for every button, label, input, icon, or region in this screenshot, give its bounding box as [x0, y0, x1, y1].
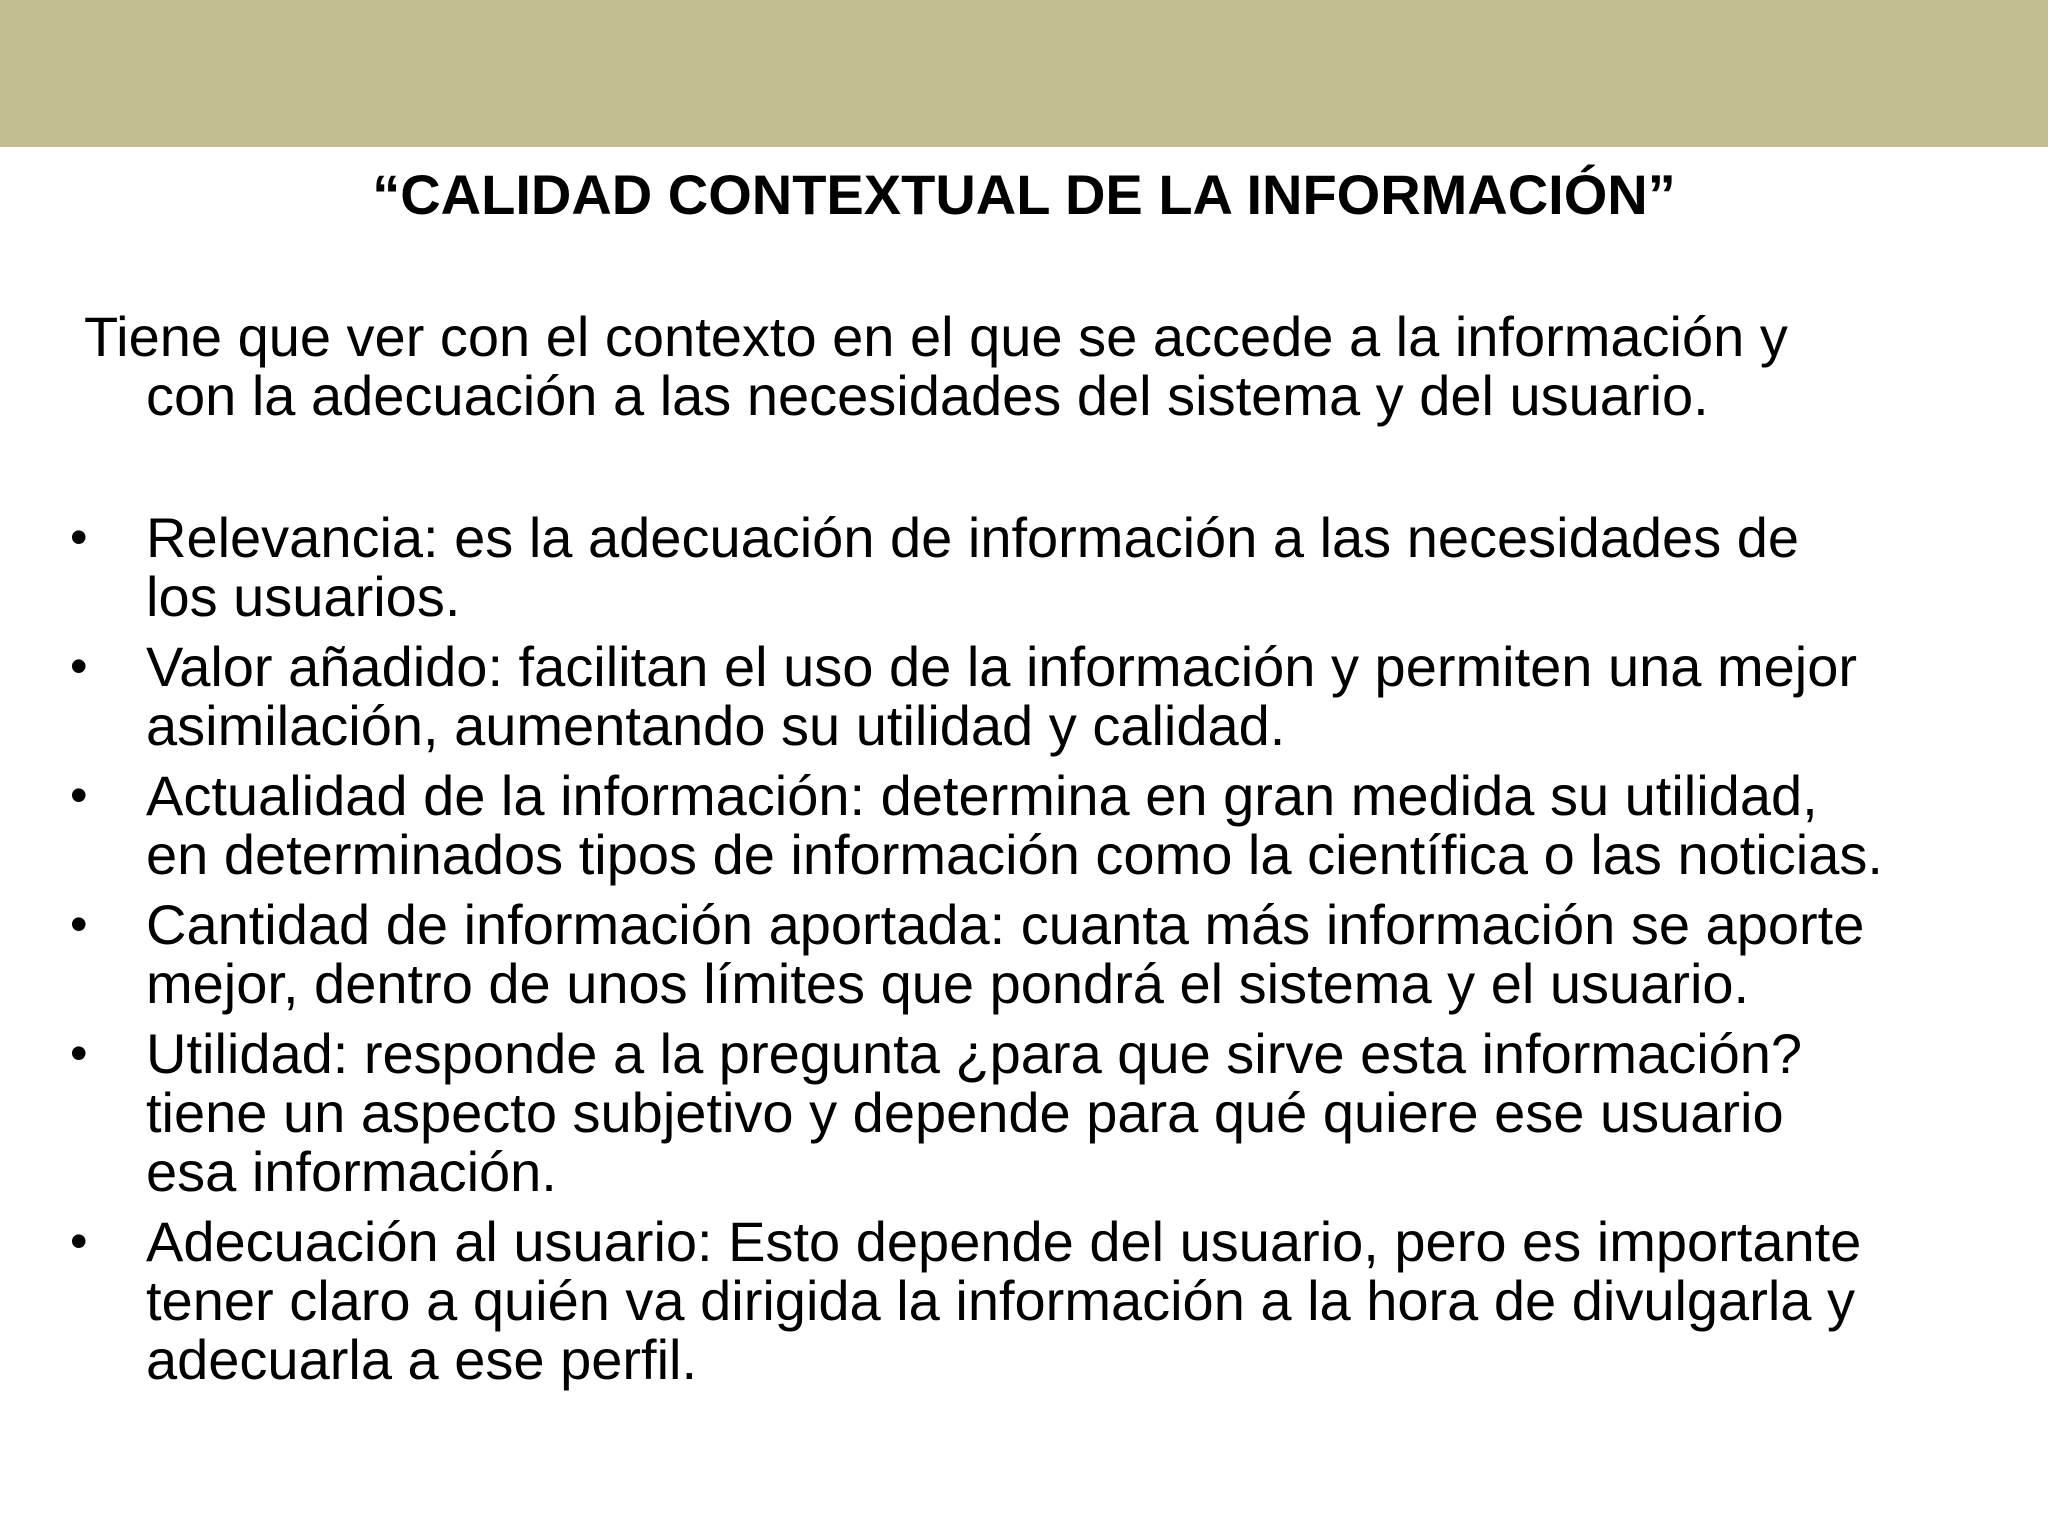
bullet-dot-icon: • — [70, 896, 88, 952]
bullet-dot-icon: • — [70, 509, 88, 565]
list-item — [0, 1024, 2048, 1201]
bullet-dot-icon: • — [70, 767, 88, 823]
list-item — [0, 895, 2048, 1013]
bullet-dot-icon: • — [70, 1213, 88, 1269]
bullet-list — [0, 508, 2048, 1400]
bullet-text-relevancia: Relevancia: es la adecuación de información a las necesidades de los usuarios. — [146, 506, 1800, 628]
bullet-dot-icon: • — [70, 638, 88, 694]
bullet-dot-icon: • — [70, 1025, 88, 1081]
intro-line-2: con la adecuación a las necesidades del sistema y del usuario. — [146, 364, 1709, 427]
bullet-text-valor-anadido: Valor añadido: facilitan el uso de la información y permiten una mejor asimilación, aumentando su utilidad y calidad. — [146, 635, 1858, 757]
slide-title: “CALIDAD CONTEXTUAL DE LA INFORMACIÓN” — [372, 163, 1676, 226]
bullet-text-utilidad: Utilidad: responde a la pregunta ¿para que sirve esta información? tiene un aspecto subjetivo y depende para qué quiere ese usuario esa información. — [146, 1022, 1803, 1203]
intro-paragraph — [84, 307, 2014, 425]
list-item — [0, 1212, 2048, 1389]
list-item — [0, 637, 2048, 755]
bullet-text-cantidad: Cantidad de información aportada: cuanta más información se aporte mejor, dentro de unos límites que pondrá el sistema y el usuario. — [146, 893, 1865, 1015]
bullet-text-actualidad: Actualidad de la información: determina en gran medida su utilidad, en determinados tipos de información como la científica o las noticias. — [146, 764, 1883, 886]
list-item — [0, 508, 2048, 626]
intro-line-1: Tiene que ver con el contexto en el que se accede a la información y — [84, 305, 1788, 368]
list-item — [0, 766, 2048, 884]
bullet-text-adecuacion: Adecuación al usuario: Esto depende del usuario, pero es importante tener claro a quién va dirigida la información a la hora de divulgarla y adecuarla a ese perfil. — [146, 1210, 1862, 1391]
header-band — [0, 0, 2048, 147]
